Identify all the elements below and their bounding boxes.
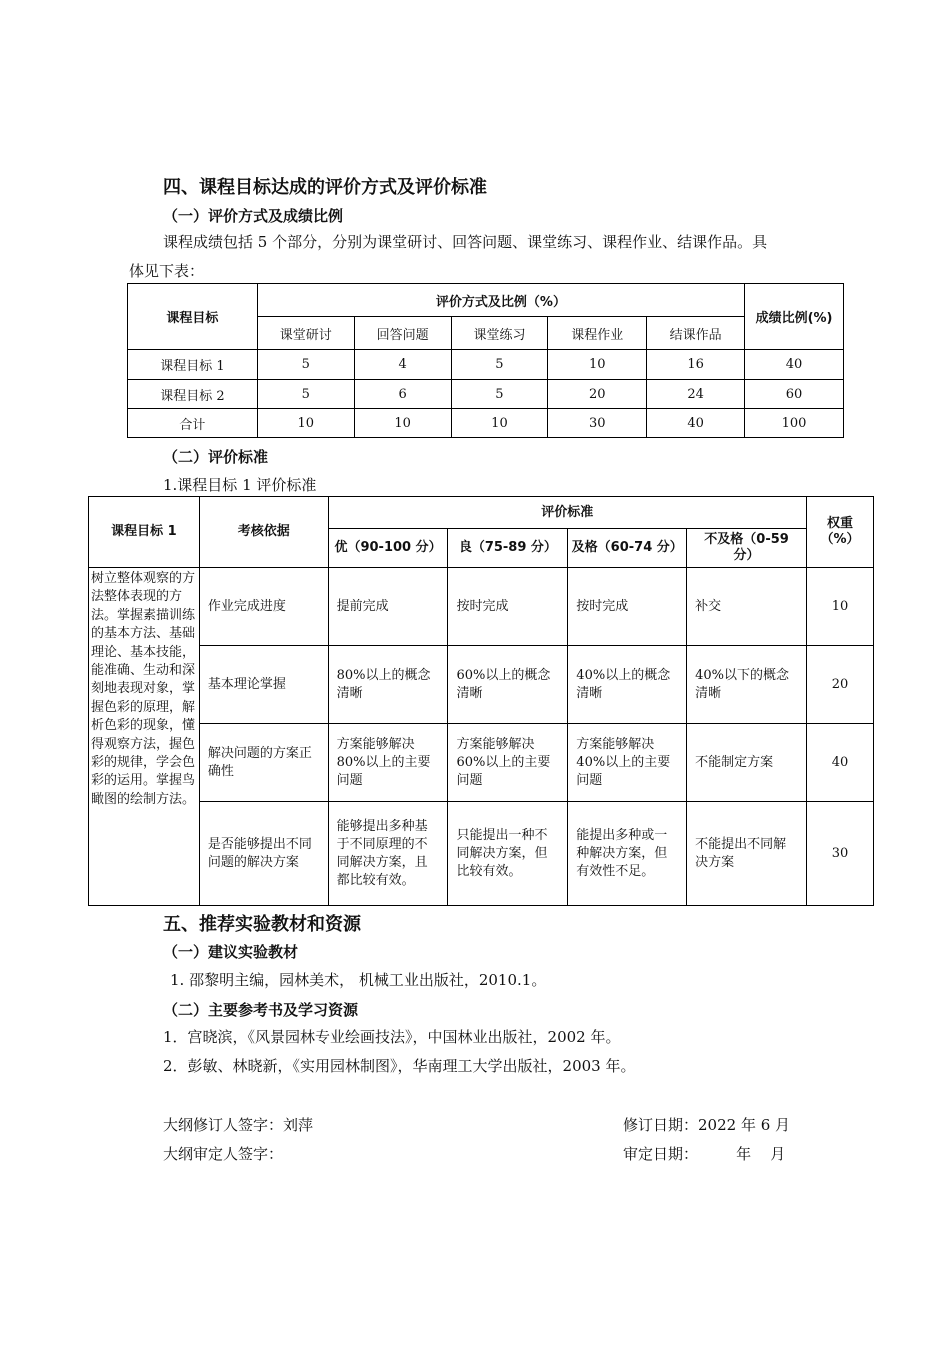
method-header: 课堂研讨 [257, 317, 354, 350]
section5-title: 五、推荐实验教材和资源 [163, 914, 361, 935]
cell: 40 [647, 409, 745, 438]
weight-cell: 20 [806, 646, 873, 724]
table-row [89, 646, 874, 724]
cell: 100 [745, 409, 844, 438]
cell: 5 [257, 350, 354, 380]
approver-signature: 大纲审定人签字： [163, 1145, 284, 1163]
cell: 不能制定方案 [687, 724, 807, 802]
cell: 5 [451, 380, 548, 409]
cell: 补交 [687, 568, 807, 646]
header-goal: 课程目标 1 [89, 497, 200, 568]
cell: 10 [354, 409, 451, 438]
row-label: 合计 [128, 409, 258, 438]
cell: 方案能够解决80%以上的主要问题 [328, 724, 448, 802]
level-header: 不及格（0-59 分） [687, 529, 807, 568]
cell: 10 [257, 409, 354, 438]
level-header: 优（90-100 分） [328, 529, 448, 568]
method-header: 课程作业 [548, 317, 647, 350]
table-row [89, 802, 874, 906]
section4-sub2-item: 1.课程目标 1 评价标准 [163, 476, 317, 494]
level-header: 良（75-89 分） [448, 529, 568, 568]
section4-para-line1: 课程成绩包括 5 个部分，分别为课堂研讨、回答问题、课堂练习、课程作业、结课作品。具 [163, 233, 768, 251]
weight-cell: 10 [806, 568, 873, 646]
table-row [128, 409, 844, 438]
table-row [128, 350, 844, 380]
cell: 16 [647, 350, 745, 380]
approve-date: 审定日期： 年 月 [623, 1145, 786, 1163]
section4-title: 四、课程目标达成的评价方式及评价标准 [163, 177, 487, 198]
basis-cell: 基本理论掌握 [199, 646, 328, 724]
row-label: 课程目标 1 [128, 350, 258, 380]
header-weight: 权重（%） [806, 497, 873, 568]
revise-date: 修订日期：2022 年 6 月 [623, 1116, 791, 1134]
goal-description: 树立整体观察的方法整体表现的方法。掌握素描训练的基本方法、基础理论、基本技能，能准确、生动和深刻地表现对象，掌握色彩的原理，解析色彩的现象，懂得观察方法，握色彩的规律，学会色彩的运用。掌握鸟瞰图的绘制方法。 [89, 568, 200, 906]
criteria-table [88, 496, 874, 906]
cell: 40 [745, 350, 844, 380]
reference-item: 1．宫晓滨，《风景园林专业绘画技法》，中国林业出版社，2002 年。 [163, 1028, 621, 1046]
table-row [89, 724, 874, 802]
basis-cell: 解决问题的方案正确性 [199, 724, 328, 802]
header-course-goal: 课程目标 [128, 284, 258, 350]
ratio-table [127, 283, 844, 438]
cell: 5 [257, 380, 354, 409]
cell: 5 [451, 350, 548, 380]
cell: 按时完成 [448, 568, 568, 646]
cell: 能提出多种或一种解决方案，但有效性不足。 [568, 802, 687, 906]
cell: 按时完成 [568, 568, 687, 646]
section5-sub2: （二）主要参考书及学习资源 [163, 1001, 359, 1019]
cell: 方案能够解决60%以上的主要问题 [448, 724, 568, 802]
cell: 提前完成 [328, 568, 448, 646]
cell: 方案能够解决40%以上的主要问题 [568, 724, 687, 802]
cell: 30 [548, 409, 647, 438]
cell: 60%以上的概念清晰 [448, 646, 568, 724]
cell: 4 [354, 350, 451, 380]
cell: 10 [548, 350, 647, 380]
cell: 6 [354, 380, 451, 409]
cell: 20 [548, 380, 647, 409]
section4-sub1: （一）评价方式及成绩比例 [163, 207, 344, 225]
basis-cell: 作业完成进度 [199, 568, 328, 646]
method-header: 回答问题 [354, 317, 451, 350]
section4-sub2: （二）评价标准 [163, 448, 269, 466]
row-label: 课程目标 2 [128, 380, 258, 409]
cell: 60 [745, 380, 844, 409]
table-row [89, 568, 874, 646]
method-header: 结课作品 [647, 317, 745, 350]
header-standard: 评价标准 [328, 497, 806, 529]
cell: 40%以下的概念清晰 [687, 646, 807, 724]
section5-sub1: （一）建议实验教材 [163, 943, 299, 961]
header-basis: 考核依据 [199, 497, 328, 568]
cell: 80%以上的概念清晰 [328, 646, 448, 724]
reviser-signature: 大纲修订人签字：刘萍 [163, 1116, 314, 1134]
cell: 只能提出一种不同解决方案，但比较有效。 [448, 802, 568, 906]
header-grade-ratio: 成绩比例(%) [745, 284, 844, 350]
section4-para-line2: 体见下表： [129, 262, 205, 280]
table-row [128, 380, 844, 409]
cell: 能够提出多种基于不同原理的不同解决方案，且都比较有效。 [328, 802, 448, 906]
reference-item: 2．彭敏、林晓新，《实用园林制图》，华南理工大学出版社，2003 年。 [163, 1057, 636, 1075]
cell: 24 [647, 380, 745, 409]
level-header: 及格（60-74 分） [568, 529, 687, 568]
method-header: 课堂练习 [451, 317, 548, 350]
basis-cell: 是否能够提出不同问题的解决方案 [199, 802, 328, 906]
weight-cell: 40 [806, 724, 873, 802]
cell: 40%以上的概念清晰 [568, 646, 687, 724]
cell: 不能提出不同解决方案 [687, 802, 807, 906]
cell: 10 [451, 409, 548, 438]
weight-cell: 30 [806, 802, 873, 906]
header-methods: 评价方式及比例（%） [257, 284, 744, 317]
textbook-item: 1. 邵黎明主编，园林美术， 机械工业出版社，2010.1。 [170, 971, 547, 989]
